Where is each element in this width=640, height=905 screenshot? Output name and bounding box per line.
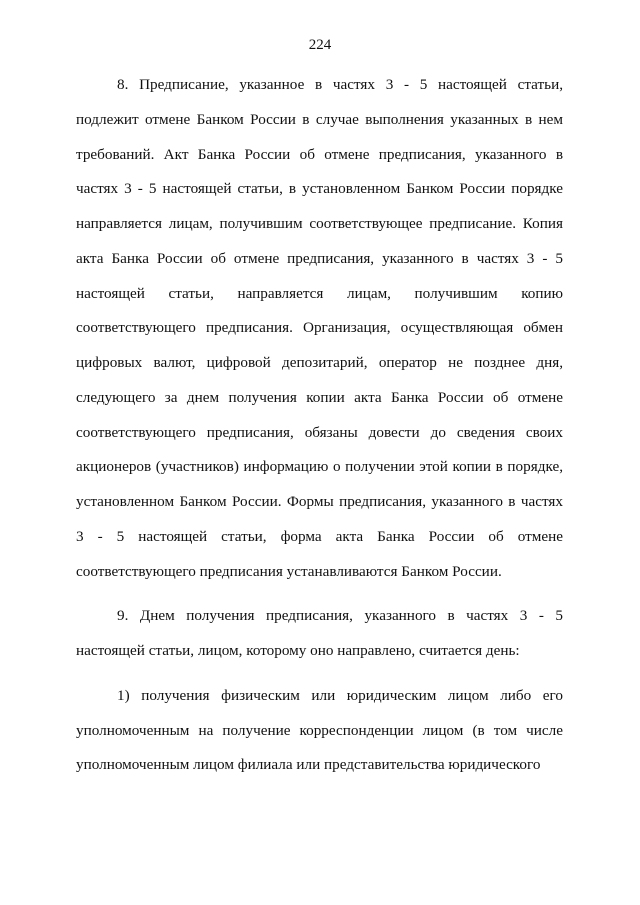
paragraph-9: 9. Днем получения предписания, указанного в частях 3 - 5 настоящей статьи, лицом, которому оно направлено, считается день: bbox=[76, 607, 563, 659]
document-body bbox=[76, 68, 563, 783]
page-number: 224 bbox=[308, 37, 332, 53]
paragraph-8: 8. Предписание, указанное в частях 3 - 5 настоящей статьи, подлежит отмене Банком России в случае выполнения указанных в нем требований. Акт Банка России об отмене предписания, указанного в частях 3 - 5 настоящей статьи, в установленном Банком России порядке направляется лицам, получившим соответствующее предписание. Копия акта Банка России об отмене предписания, указанного в частях 3 - 5 настоящей статьи, направляется лицам, получившим копию соответствующего предписания. Организация, осуществляющая обмен цифровых валют, цифровой депозитарий, оператор не позднее дня, следующего за днем получения копии акта Банка России об отмене соответствующего предписания, обязаны довести до сведения своих акционеров (участников) информацию о получении этой копии в порядке, установленном Банком России. Формы предписания, указанного в частях 3 - 5 настоящей статьи, форма акта Банка России об отмене соответствующего предписания устанавливаются Банком России. bbox=[76, 76, 563, 580]
paragraph-9-item-1: 1) получения физическим или юридическим лицом либо его уполномоченным на получение корреспонденции лицом (в том числе уполномоченным лицом филиала или представительства юридического bbox=[76, 686, 563, 774]
